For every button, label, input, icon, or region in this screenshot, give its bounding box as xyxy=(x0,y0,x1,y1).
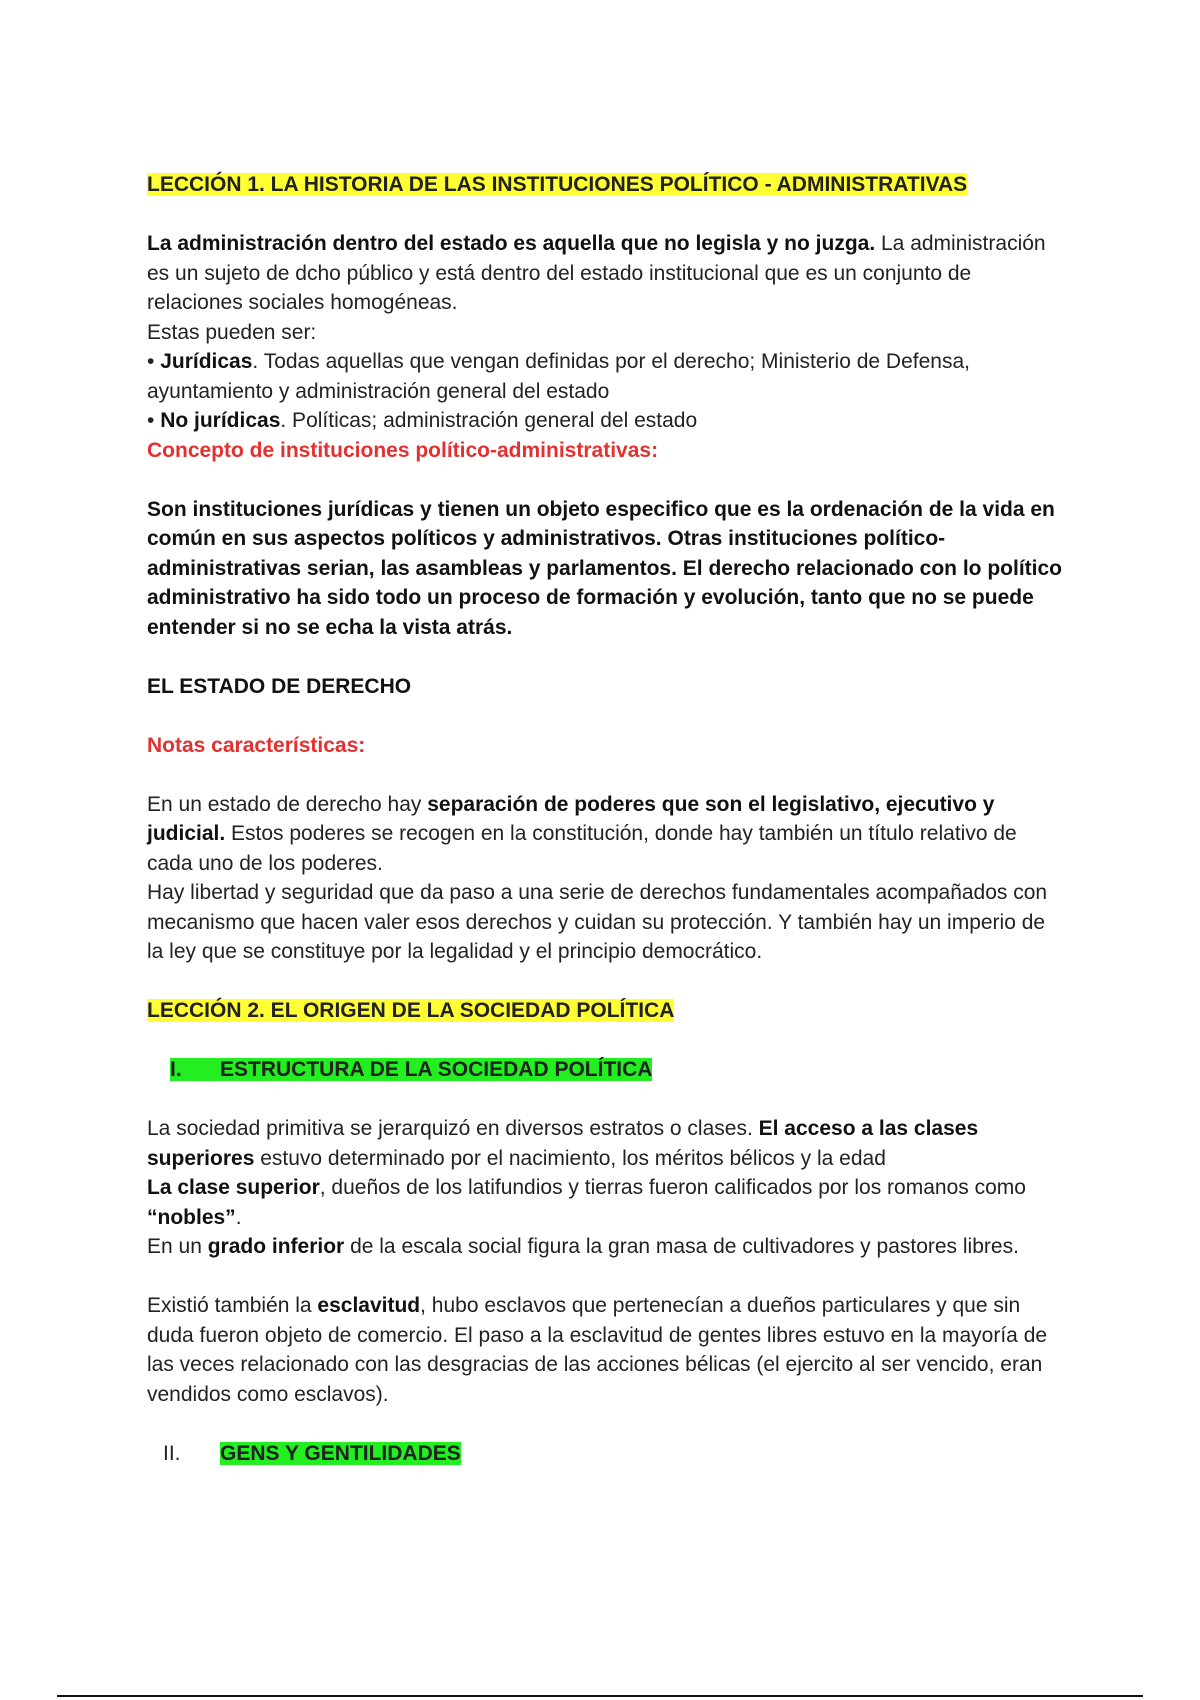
section-2-number: II. xyxy=(163,1441,181,1465)
l2-p4-rest: , hubo esclavos que pertenecían a dueños particulares y que sin duda fueron objeto de comercio. El paso a la esclavitud de gentes libres estuvo en la mayoría de las veces relacionado con las desgracias de las acciones bélicas (el ejercito al ser vencido, eran vendidos como esclavos). xyxy=(147,1294,1048,1406)
concept-heading: Concepto de instituciones político-administrativas: xyxy=(147,438,659,462)
n1-a: En un estado de derecho hay xyxy=(147,792,428,816)
page-bottom-rule xyxy=(57,1695,1143,1697)
l2-p2-mid: , dueños de los latifundios y tierras fueron calificados por los romanos como xyxy=(319,1176,1026,1199)
section-1-number: I. xyxy=(170,1058,182,1081)
l2-p4-a: Existió también la xyxy=(147,1294,318,1317)
l1-bullet-1 xyxy=(147,347,1067,406)
concept-paragraph xyxy=(147,495,1067,643)
lesson-1-title-text: LECCIÓN 1. LA HISTORIA DE LAS INSTITUCIONES POLÍTICO - ADMINISTRATIVAS xyxy=(147,173,968,196)
l1-bullet-2 xyxy=(147,406,1067,436)
l2-p3-bold: grado inferior xyxy=(207,1235,345,1258)
l2-paragraph-4 xyxy=(147,1291,1067,1409)
n1-rest: Estos poderes se recogen en la constitución, donde hay también un título relativo de cada uno de los poderes. xyxy=(147,822,1017,875)
l2-p1-a: La sociedad primitiva se jerarquizó en diversos estratos o clases. xyxy=(147,1117,759,1140)
l2-p2-end: . xyxy=(235,1205,242,1229)
l2-p4-bold: esclavitud xyxy=(317,1294,421,1317)
section-1-highlight xyxy=(170,1058,652,1081)
bullet-mark: • xyxy=(147,350,161,373)
estado-heading-text: EL ESTADO DE DERECHO xyxy=(147,674,412,698)
l1-b1-bold: Jurídicas xyxy=(160,350,253,373)
l2-p3-rest: de la escala social figura la gran masa de cultivadores y pastores libres. xyxy=(344,1235,1019,1258)
notas-heading: Notas características: xyxy=(147,733,366,757)
l2-p2-bold: La clase superior xyxy=(147,1176,320,1199)
l2-paragraph-3 xyxy=(147,1232,1067,1262)
lesson-1-title xyxy=(147,170,1067,200)
l1-paragraph-1 xyxy=(147,229,1067,318)
notas-paragraph-1 xyxy=(147,790,1067,879)
l1-b1-rest: . Todas aquellas que vengan definidas por el derecho; Ministerio de Defensa, ayuntamiento y administración general del estado xyxy=(147,350,970,403)
l1-b2-rest: . Políticas; administración general del estado xyxy=(280,409,698,432)
section-1-heading xyxy=(147,1055,1067,1085)
notas-paragraph-2: Hay libertad y seguridad que da paso a una serie de derechos fundamentales acompañados con mecanismo que hacen valer esos derechos y cuidan su protección. Y también hay un imperio de la ley que se constituye por la legalidad y el principio democrático. xyxy=(147,881,1048,963)
lesson-2-title xyxy=(147,996,1067,1026)
n1-bold: separación de poderes que son el legislativo, ejecutivo y judicial. xyxy=(147,792,995,845)
l2-paragraph-2 xyxy=(147,1173,1067,1232)
l2-p1-bold: El acceso a las clases superiores xyxy=(147,1117,979,1170)
lesson-2-title-text: LECCIÓN 2. EL ORIGEN DE LA SOCIEDAD POLÍTICA xyxy=(147,999,675,1022)
l1-b2-bold: No jurídicas xyxy=(160,409,281,432)
l1-paragraph-2: Estas pueden ser: xyxy=(147,320,317,344)
document-page xyxy=(147,170,1067,1468)
concept-text: Son instituciones jurídicas y tienen un objeto especifico que es la ordenación de la vida en común en sus aspectos políticos y administrativos. Otras instituciones político-administrativas serian, las asambleas y parlamentos. El derecho relacionado con lo político administrativo ha sido todo un proceso de formación y evolución, tanto que no se puede entender si no se echa la vista atrás. xyxy=(147,497,1062,639)
l1-p1-bold: La administración dentro del estado es aquella que no legisla y no juzga. xyxy=(147,232,876,255)
bullet-mark: • xyxy=(147,409,161,432)
l2-p1-rest: estuvo determinado por el nacimiento, los méritos bélicos y la edad xyxy=(254,1146,886,1170)
l2-paragraph-1 xyxy=(147,1114,1067,1173)
l2-p2-bold2: “nobles” xyxy=(147,1205,236,1229)
section-2-title: GENS Y GENTILIDADES xyxy=(220,1441,461,1465)
l2-p3-a: En un xyxy=(147,1235,208,1258)
estado-heading xyxy=(147,672,1067,702)
section-1-title: ESTRUCTURA DE LA SOCIEDAD POLÍTICA xyxy=(220,1058,653,1081)
section-2-heading xyxy=(147,1439,1067,1469)
l1-p1-rest: La administración es un sujeto de dcho público y está dentro del estado institucional que es un conjunto de relaciones sociales homogéneas. xyxy=(147,232,1046,314)
